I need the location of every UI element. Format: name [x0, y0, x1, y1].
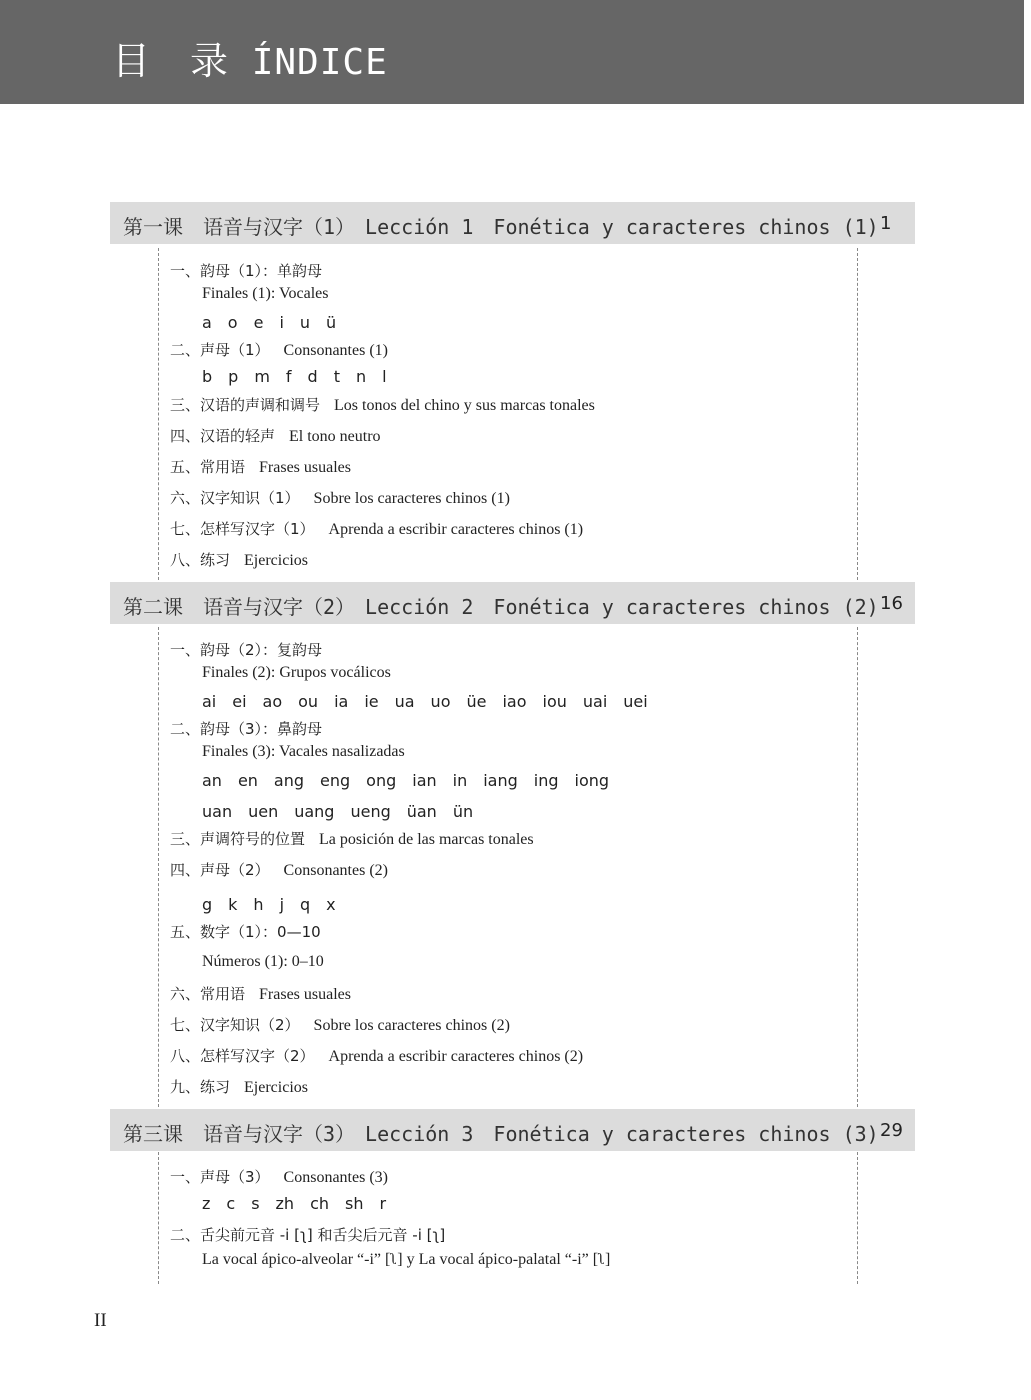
toc-item: 四、汉语的轻声 El tono neutro	[170, 427, 381, 445]
header-bar	[0, 0, 1024, 104]
toc-item: 三、汉语的声调和调号 Los tonos del chino y sus marcas tonales	[170, 396, 595, 414]
title-es: ÍNDICE	[251, 42, 388, 83]
toc-item: 四、声母（2） Consonantes (2)	[170, 861, 388, 879]
lesson-page-number: 1	[880, 213, 892, 234]
lesson-title: 第二课 语音与汉字（2） Lección 2 Fonética y caracteres chinos (2)	[123, 595, 879, 619]
toc-item: 九、练习 Ejercicios	[170, 1078, 308, 1096]
toc-item: 一、韵母（1）：单韵母	[170, 262, 323, 280]
dotted-rule-left	[158, 248, 159, 580]
lesson-header-2	[110, 582, 915, 624]
toc-item-subtitle: Finales (3): Vacales nasalizadas	[202, 743, 405, 760]
toc-item: 八、怎样写汉字（2） Aprenda a escribir caracteres chinos (2)	[170, 1047, 584, 1065]
toc-item: 七、怎样写汉字（1） Aprenda a escribir caracteres chinos (1)	[170, 520, 584, 538]
toc-item-subtitle: La vocal ápico-alveolar “-i” [ʅ] y La vocal ápico-palatal “-i” [ʅ]	[202, 1251, 611, 1268]
pinyin-list: ai ei ao ou ia ie ua uo üe iao iou uai uei	[202, 692, 648, 711]
toc-item: 六、汉字知识（1） Sobre los caracteres chinos (1)	[170, 489, 510, 507]
toc-item: 一、声母（3） Consonantes (3)	[170, 1168, 388, 1186]
page-folio: II	[94, 1310, 107, 1331]
pinyin-list: an en ang eng ong ian in iang ing iong	[202, 771, 610, 790]
dotted-rule-right	[857, 248, 858, 580]
dotted-rule-right	[857, 627, 858, 1107]
lesson-page-number: 16	[880, 593, 903, 614]
lesson-title: 第一课 语音与汉字（1） Lección 1 Fonética y caracteres chinos (1)	[123, 215, 879, 239]
toc-item: 六、常用语 Frases usuales	[170, 985, 351, 1003]
toc-item: 五、数字（1）：0—10	[170, 923, 321, 941]
dotted-rule-left	[158, 1152, 159, 1284]
lesson-header-1	[110, 202, 915, 244]
pinyin-list: b p m f d t n l	[202, 367, 387, 386]
toc-item: 三、声调符号的位置 La posición de las marcas tonales	[170, 830, 534, 848]
toc-item-subtitle: Números (1): 0–10	[202, 953, 324, 970]
lesson-page-number: 29	[880, 1120, 903, 1141]
toc-item: 一、韵母（2）：复韵母	[170, 641, 323, 659]
dotted-rule-right	[857, 1152, 858, 1284]
page-title	[112, 30, 388, 85]
lesson-title: 第三课 语音与汉字（3） Lección 3 Fonética y caracteres chinos (3)	[123, 1122, 879, 1146]
toc-item-subtitle: Finales (2): Grupos vocálicos	[202, 664, 391, 681]
toc-item: 二、韵母（3）：鼻韵母	[170, 720, 323, 738]
toc-item: 五、常用语 Frases usuales	[170, 458, 351, 476]
lesson-header-3	[110, 1109, 915, 1151]
toc-item-subtitle: Finales (1): Vocales	[202, 285, 329, 302]
pinyin-list: a o e i u ü	[202, 313, 337, 332]
pinyin-list: uan uen uang ueng üan ün	[202, 802, 474, 821]
toc-item: 二、声母（1） Consonantes (1)	[170, 341, 388, 359]
toc-item: 八、练习 Ejercicios	[170, 551, 308, 569]
dotted-rule-left	[158, 627, 159, 1107]
toc-item: 二、舌尖前元音 -i [ʅ] 和舌尖后元音 -i [ʅ]	[170, 1226, 446, 1244]
toc-item: 七、汉字知识（2） Sobre los caracteres chinos (2)	[170, 1016, 510, 1034]
pinyin-list: g k h j q x	[202, 895, 336, 914]
title-zh: 目 录	[112, 39, 230, 83]
pinyin-list: z c s zh ch sh r	[202, 1194, 387, 1213]
